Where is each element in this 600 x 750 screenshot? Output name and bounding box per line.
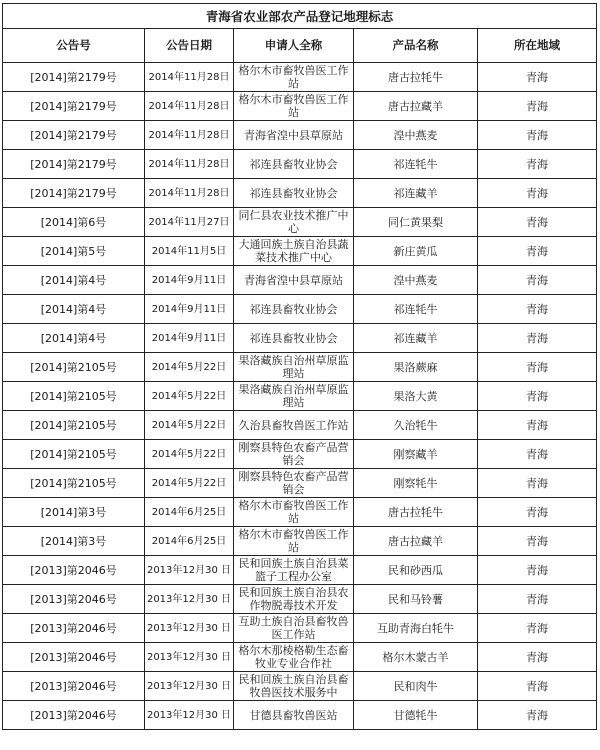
notice-no-cell: [2013]第2046号 <box>3 643 145 672</box>
region-cell: 青海 <box>478 92 597 121</box>
table-row <box>3 469 597 498</box>
region-cell: 青海 <box>478 643 597 672</box>
applicant-cell: 祁连县畜牧业协会 <box>234 150 354 179</box>
region-cell: 青海 <box>478 701 597 730</box>
notice-date-cell: 2013年12月30 日 <box>145 672 234 701</box>
product-cell: 湟中燕麦 <box>354 266 478 295</box>
notice-date-cell: 2014年11月28日 <box>145 179 234 208</box>
notice-date-cell: 2014年5月22日 <box>145 440 234 469</box>
applicant-cell: 青海省湟中县草原站 <box>234 266 354 295</box>
applicant-cell: 民和回族土族自治县畜牧兽医技术服务中 <box>234 672 354 701</box>
applicant-cell: 祁连县畜牧业协会 <box>234 179 354 208</box>
table-row <box>3 121 597 150</box>
applicant-cell: 民和回族土族自治县菜篮子工程办公室 <box>234 556 354 585</box>
notice-no-cell: [2014]第3号 <box>3 527 145 556</box>
notice-no-cell: [2013]第2046号 <box>3 556 145 585</box>
region-cell: 青海 <box>478 324 597 353</box>
table-row <box>3 672 597 701</box>
region-cell: 青海 <box>478 556 597 585</box>
product-cell: 新庄黄瓜 <box>354 237 478 266</box>
geo-indication-table <box>2 3 597 730</box>
table-row <box>3 440 597 469</box>
notice-no-cell: [2014]第2105号 <box>3 440 145 469</box>
product-cell: 祁连牦牛 <box>354 295 478 324</box>
notice-no-cell: [2014]第2179号 <box>3 63 145 92</box>
table-row <box>3 324 597 353</box>
notice-date-cell: 2013年12月30 日 <box>145 556 234 585</box>
notice-no-cell: [2013]第2046号 <box>3 585 145 614</box>
header-applicant: 申请人全称 <box>234 29 354 63</box>
applicant-cell: 民和回族土族自治县农作物脱毒技术开发 <box>234 585 354 614</box>
region-cell: 青海 <box>478 179 597 208</box>
region-cell: 青海 <box>478 121 597 150</box>
region-cell: 青海 <box>478 353 597 382</box>
notice-date-cell: 2014年6月25日 <box>145 527 234 556</box>
product-cell: 民和马铃薯 <box>354 585 478 614</box>
applicant-cell: 祁连县畜牧业协会 <box>234 324 354 353</box>
notice-date-cell: 2014年9月11日 <box>145 324 234 353</box>
notice-no-cell: [2014]第3号 <box>3 498 145 527</box>
notice-no-cell: [2014]第6号 <box>3 208 145 237</box>
product-cell: 格尔木蒙古羊 <box>354 643 478 672</box>
region-cell: 青海 <box>478 614 597 643</box>
table-row <box>3 614 597 643</box>
notice-date-cell: 2014年5月22日 <box>145 469 234 498</box>
applicant-cell: 互助土族自治县畜牧兽医工作站 <box>234 614 354 643</box>
table-row <box>3 208 597 237</box>
header-product: 产品名称 <box>354 29 478 63</box>
table-row <box>3 266 597 295</box>
header-region: 所在地域 <box>478 29 597 63</box>
region-cell: 青海 <box>478 585 597 614</box>
applicant-cell: 刚察县特色农畜产品营销会 <box>234 440 354 469</box>
table-row <box>3 701 597 730</box>
product-cell: 刚察牦牛 <box>354 469 478 498</box>
region-cell: 青海 <box>478 440 597 469</box>
notice-no-cell: [2014]第2179号 <box>3 179 145 208</box>
notice-no-cell: [2014]第4号 <box>3 324 145 353</box>
notice-date-cell: 2014年9月11日 <box>145 295 234 324</box>
region-cell: 青海 <box>478 208 597 237</box>
notice-date-cell: 2014年5月22日 <box>145 382 234 411</box>
notice-no-cell: [2014]第2105号 <box>3 469 145 498</box>
notice-date-cell: 2014年11月28日 <box>145 92 234 121</box>
product-cell: 湟中燕麦 <box>354 121 478 150</box>
notice-date-cell: 2014年11月27日 <box>145 208 234 237</box>
notice-date-cell: 2014年6月25日 <box>145 498 234 527</box>
table-row <box>3 527 597 556</box>
table-row <box>3 237 597 266</box>
product-cell: 果洛蕨麻 <box>354 353 478 382</box>
table-row <box>3 498 597 527</box>
notice-no-cell: [2013]第2046号 <box>3 701 145 730</box>
region-cell: 青海 <box>478 469 597 498</box>
region-cell: 青海 <box>478 63 597 92</box>
table-row <box>3 63 597 92</box>
applicant-cell: 果洛藏族自治州草原监理站 <box>234 382 354 411</box>
header-row <box>3 29 597 63</box>
product-cell: 甘德牦牛 <box>354 701 478 730</box>
product-cell: 民和砂西瓜 <box>354 556 478 585</box>
notice-date-cell: 2013年12月30 日 <box>145 701 234 730</box>
product-cell: 祁连牦牛 <box>354 150 478 179</box>
table-row <box>3 411 597 440</box>
applicant-cell: 格尔木市畜牧兽医工作站 <box>234 498 354 527</box>
region-cell: 青海 <box>478 237 597 266</box>
product-cell: 刚察藏羊 <box>354 440 478 469</box>
product-cell: 互助青海白牦牛 <box>354 614 478 643</box>
region-cell: 青海 <box>478 527 597 556</box>
product-cell: 果洛大黄 <box>354 382 478 411</box>
product-cell: 唐古拉牦牛 <box>354 63 478 92</box>
notice-date-cell: 2013年12月30 日 <box>145 585 234 614</box>
table-body <box>3 63 597 730</box>
notice-date-cell: 2013年12月30 日 <box>145 643 234 672</box>
notice-date-cell: 2014年9月11日 <box>145 266 234 295</box>
table-row <box>3 643 597 672</box>
product-cell: 久治牦牛 <box>354 411 478 440</box>
product-cell: 民和肉牛 <box>354 672 478 701</box>
region-cell: 青海 <box>478 150 597 179</box>
product-cell: 唐古拉藏羊 <box>354 527 478 556</box>
applicant-cell: 甘德县畜牧兽医站 <box>234 701 354 730</box>
applicant-cell: 大通回族土族自治县蔬菜技术推广中心 <box>234 237 354 266</box>
header-notice-no: 公告号 <box>3 29 145 63</box>
applicant-cell: 格尔木市畜牧兽医工作站 <box>234 63 354 92</box>
applicant-cell: 格尔木市畜牧兽医工作站 <box>234 527 354 556</box>
table-row <box>3 382 597 411</box>
applicant-cell: 同仁县农业技术推广中心 <box>234 208 354 237</box>
product-cell: 祁连藏羊 <box>354 179 478 208</box>
header-notice-date: 公告日期 <box>145 29 234 63</box>
table-row <box>3 353 597 382</box>
region-cell: 青海 <box>478 295 597 324</box>
notice-no-cell: [2014]第5号 <box>3 237 145 266</box>
region-cell: 青海 <box>478 498 597 527</box>
table-row <box>3 150 597 179</box>
product-cell: 祁连藏羊 <box>354 324 478 353</box>
notice-no-cell: [2014]第2179号 <box>3 121 145 150</box>
product-cell: 唐古拉藏羊 <box>354 92 478 121</box>
table-row <box>3 585 597 614</box>
notice-date-cell: 2014年11月28日 <box>145 63 234 92</box>
region-cell: 青海 <box>478 672 597 701</box>
applicant-cell: 祁连县畜牧业协会 <box>234 295 354 324</box>
region-cell: 青海 <box>478 411 597 440</box>
applicant-cell: 刚察县特色农畜产品营销会 <box>234 469 354 498</box>
applicant-cell: 果洛藏族自治州草原监理站 <box>234 353 354 382</box>
region-cell: 青海 <box>478 382 597 411</box>
notice-no-cell: [2014]第2179号 <box>3 92 145 121</box>
notice-date-cell: 2014年11月28日 <box>145 150 234 179</box>
notice-no-cell: [2014]第2105号 <box>3 382 145 411</box>
notice-no-cell: [2014]第2105号 <box>3 411 145 440</box>
notice-no-cell: [2014]第4号 <box>3 295 145 324</box>
table-row <box>3 556 597 585</box>
notice-date-cell: 2014年5月22日 <box>145 353 234 382</box>
table-row <box>3 295 597 324</box>
applicant-cell: 格尔木那棱格勒生态畜牧业专业合作社 <box>234 643 354 672</box>
notice-no-cell: [2014]第2179号 <box>3 150 145 179</box>
notice-date-cell: 2014年5月22日 <box>145 411 234 440</box>
notice-no-cell: [2014]第2105号 <box>3 353 145 382</box>
notice-no-cell: [2013]第2046号 <box>3 672 145 701</box>
notice-no-cell: [2013]第2046号 <box>3 614 145 643</box>
applicant-cell: 久治县畜牧兽医工作站 <box>234 411 354 440</box>
region-cell: 青海 <box>478 266 597 295</box>
notice-date-cell: 2014年11月28日 <box>145 121 234 150</box>
applicant-cell: 格尔木市畜牧兽医工作站 <box>234 92 354 121</box>
table-row <box>3 179 597 208</box>
table-row <box>3 92 597 121</box>
table-title: 青海省农业部农产品登记地理标志 <box>3 4 597 29</box>
product-cell: 同仁黄果梨 <box>354 208 478 237</box>
applicant-cell: 青海省湟中县草原站 <box>234 121 354 150</box>
notice-date-cell: 2013年12月30 日 <box>145 614 234 643</box>
notice-no-cell: [2014]第4号 <box>3 266 145 295</box>
product-cell: 唐古拉牦牛 <box>354 498 478 527</box>
notice-date-cell: 2014年11月5日 <box>145 237 234 266</box>
